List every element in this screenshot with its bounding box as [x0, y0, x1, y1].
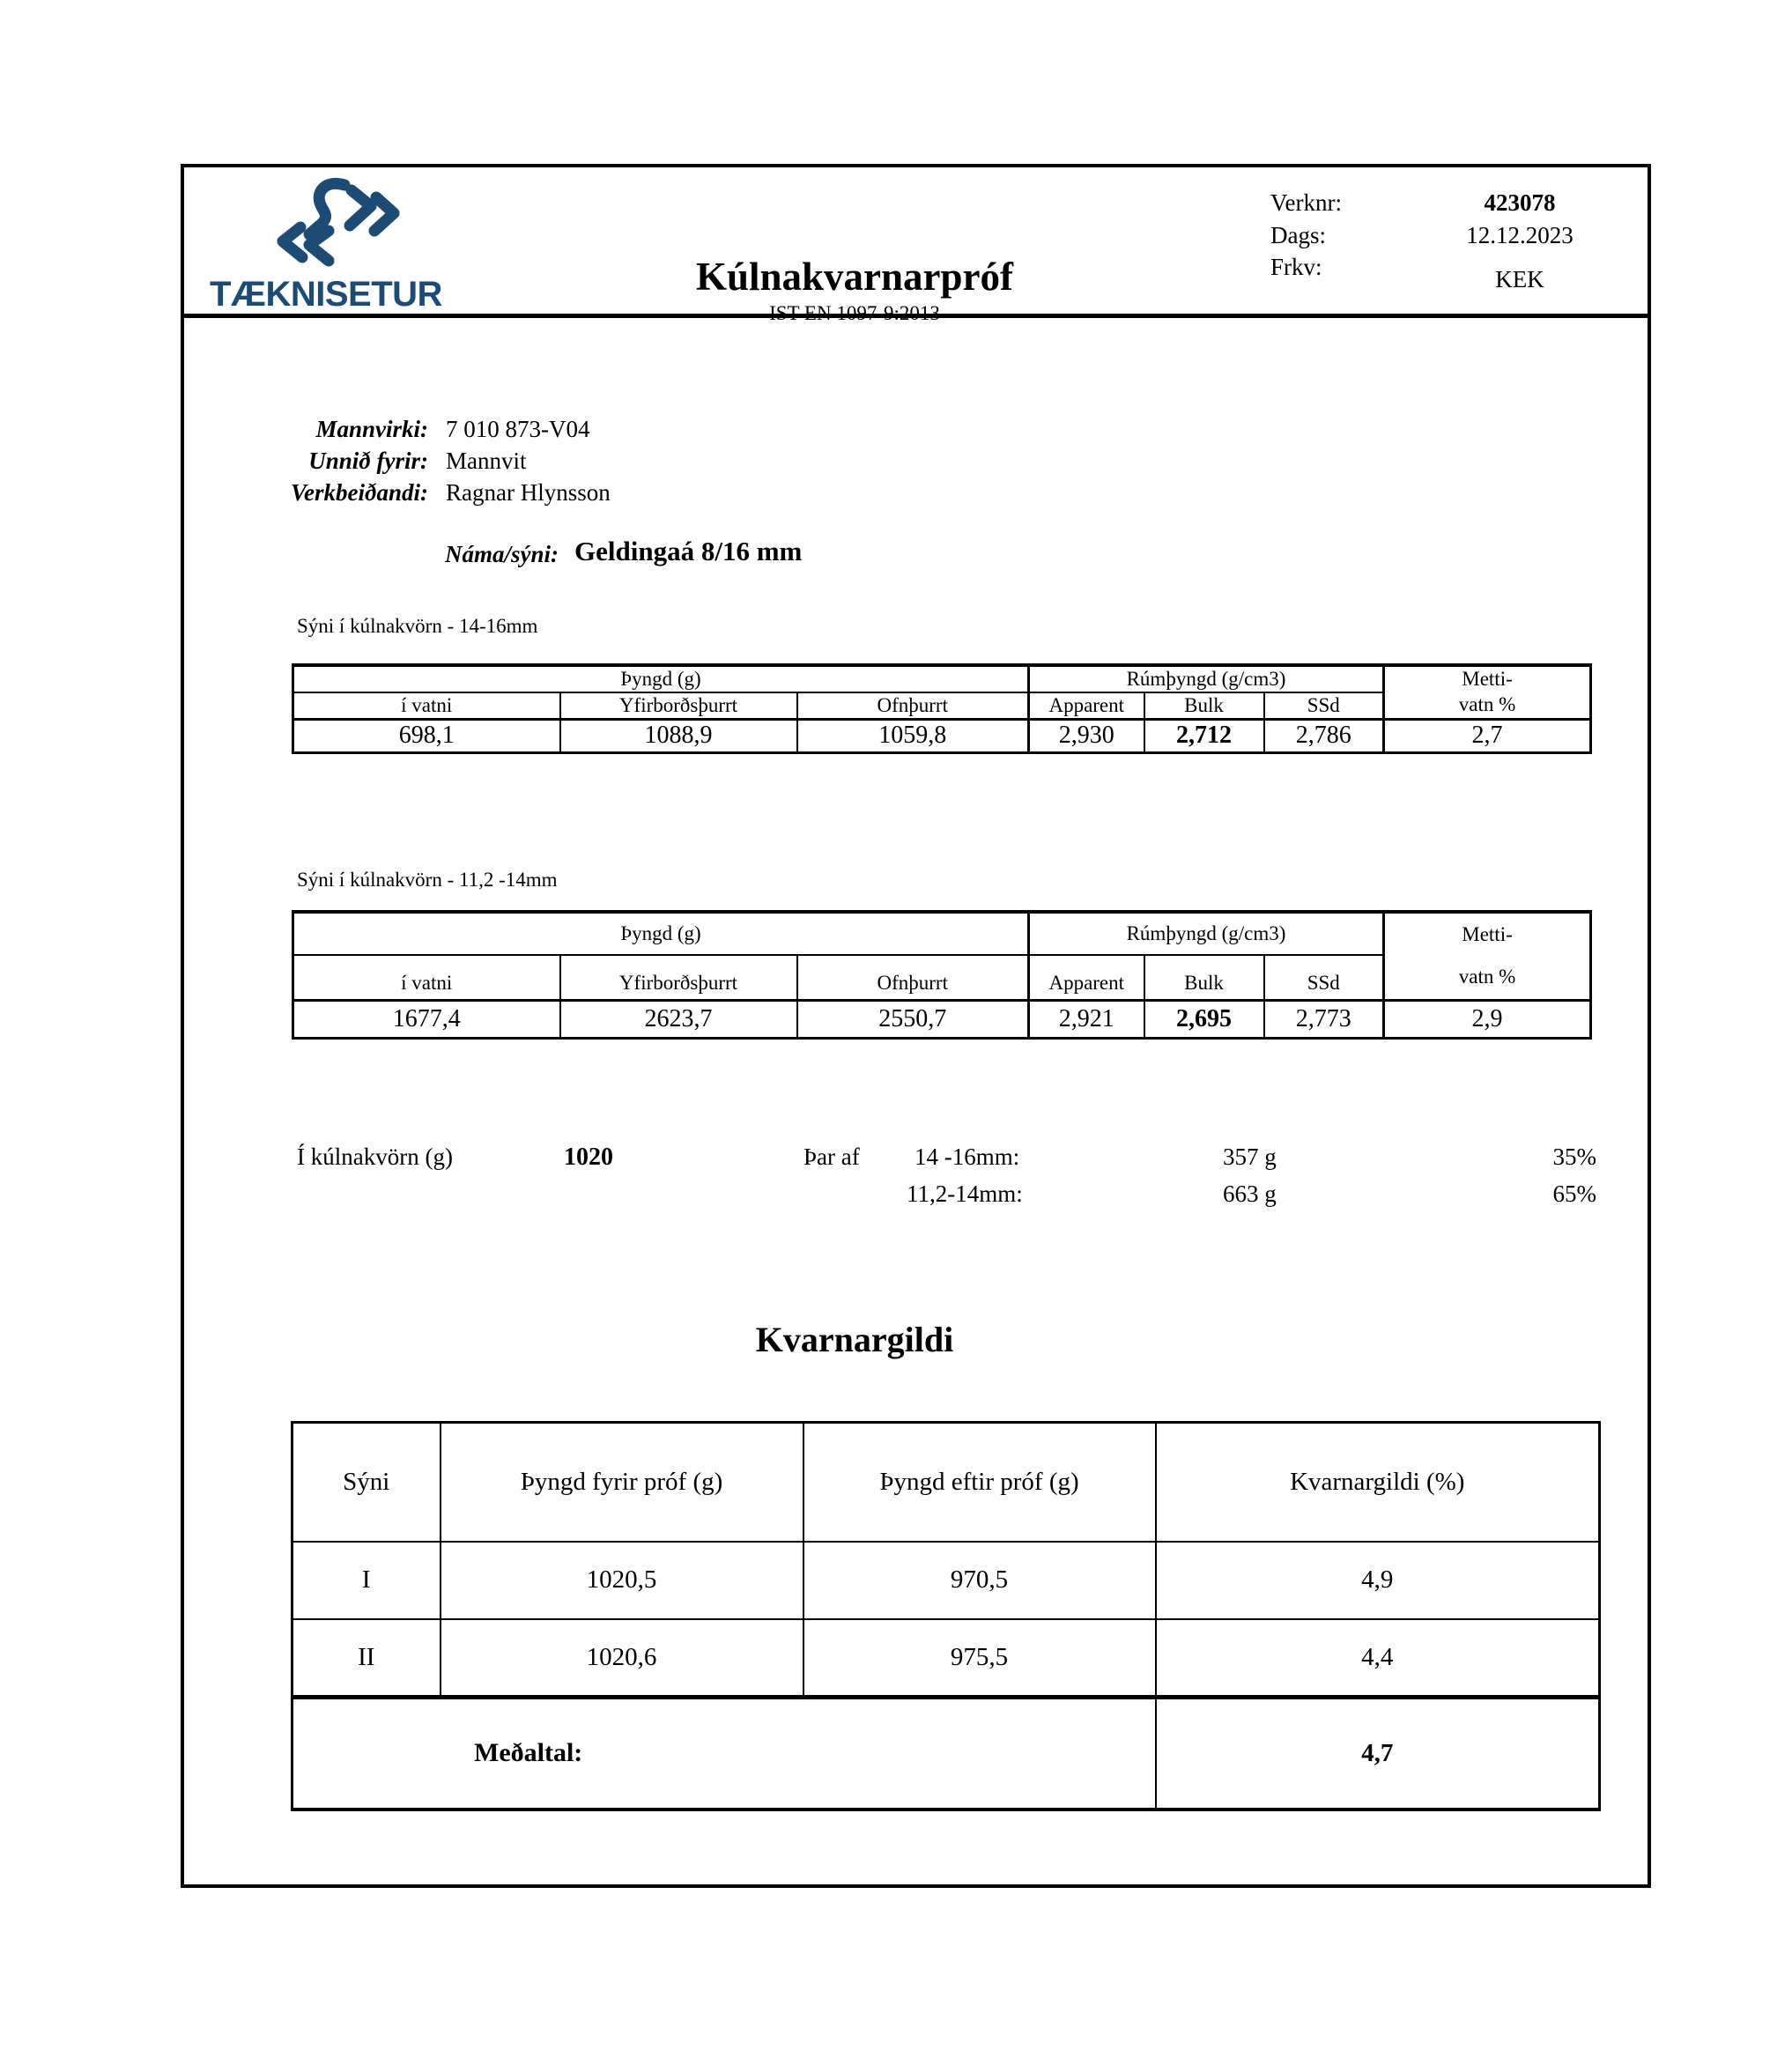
frkv-value: KEK [1495, 266, 1544, 292]
kv-col-header-syni: Sýni [292, 1423, 441, 1542]
kvarnargildi-heading: Kvarnargildi [755, 1320, 954, 1359]
kv-col-header-value: Kvarnargildi (%) [1156, 1423, 1600, 1542]
value-i-vatni: 1677,4 [293, 1000, 560, 1038]
kv-sample-id: II [292, 1619, 441, 1698]
fraction-size-14-16: 14 -16mm: [915, 1143, 1020, 1170]
section-label-11-2-14: Sýni í kúlnakvörn - 11,2 -14mm [297, 869, 558, 891]
mannvirki-label: Mannvirki: [315, 416, 428, 442]
kv-result-value: 4,9 [1156, 1542, 1600, 1619]
kulnakvorn-total: 1020 [564, 1143, 613, 1171]
value-mettivatn: 2,7 [1384, 719, 1591, 752]
section-label-14-16: Sýni í kúlnakvörn - 14-16mm [297, 615, 538, 637]
verknr-label: Verknr: [1270, 189, 1342, 216]
value-bulk: 2,695 [1144, 1000, 1264, 1038]
col-header-mettivatn: Metti- vatn % [1384, 665, 1591, 719]
kv-col-header-after: Þyngd eftir próf (g) [803, 1423, 1156, 1542]
fraction-pct-11-2-14: 65% [1552, 1180, 1596, 1207]
kv-after-value: 970,5 [803, 1542, 1156, 1619]
value-bulk: 2,712 [1144, 719, 1264, 752]
value-ofnthurrt: 2550,7 [797, 1000, 1029, 1038]
fraction-pct-14-16: 35% [1552, 1143, 1596, 1170]
col-header-apparent: Apparent [1029, 955, 1144, 1000]
col-header-yfirbordsthurrt: Yfirborðsþurrt [560, 955, 797, 1000]
kvarnargildi-table [291, 1421, 1601, 1811]
value-i-vatni: 698,1 [293, 719, 560, 752]
group-header-rumthyngd: Rúmþyngd (g/cm3) [1029, 912, 1384, 955]
group-header-thyngd: Þyngd (g) [293, 912, 1029, 955]
verkbeidandi-value: Ragnar Hlynsson [446, 479, 611, 506]
dags-label: Dags: [1270, 222, 1326, 248]
col-header-yfirbordsthurrt: Yfirborðsþurrt [560, 692, 797, 719]
value-yfirbordsthurrt: 2623,7 [560, 1000, 797, 1038]
col-header-i-vatni: í vatni [293, 692, 560, 719]
medaltal-label: Meðaltal: [292, 1698, 1156, 1809]
nama-syni-label: Náma/sýni: [444, 541, 559, 567]
table-row [292, 1619, 1600, 1698]
col-header-ssd: SSd [1264, 692, 1384, 719]
kv-before-value: 1020,5 [441, 1542, 803, 1619]
page-title: Kúlnakvarnarpróf [695, 255, 1014, 299]
col-header-ssd: SSd [1264, 955, 1384, 1000]
title-block [634, 257, 1075, 325]
verkbeidandi-label: Verkbeiðandi: [290, 479, 428, 506]
kulnakvorn-label: Í kúlnakvörn (g) [297, 1143, 453, 1170]
brand-name: TÆKNISETUR [210, 275, 442, 314]
standard-reference: IST EN 1097-9:2013 [769, 302, 940, 324]
table-row [293, 1000, 1591, 1038]
col-header-ofnthurrt: Ofnþurrt [797, 692, 1029, 719]
medaltal-value: 4,7 [1156, 1698, 1600, 1809]
value-ssd: 2,773 [1264, 1000, 1384, 1038]
verknr-value: 423078 [1484, 189, 1556, 216]
group-header-rumthyngd: Rúmþyngd (g/cm3) [1029, 665, 1384, 692]
kv-col-header-before: Þyngd fyrir próf (g) [441, 1423, 803, 1542]
col-header-bulk: Bulk [1144, 692, 1264, 719]
value-apparent: 2,921 [1029, 1000, 1144, 1038]
kv-result-value: 4,4 [1156, 1619, 1600, 1698]
unnid-fyrir-label: Unnið fyrir: [308, 448, 428, 474]
col-header-bulk: Bulk [1144, 955, 1264, 1000]
col-header-mettivatn: Metti- vatn % [1384, 912, 1591, 1000]
value-yfirbordsthurrt: 1088,9 [560, 719, 797, 752]
average-row [292, 1698, 1600, 1809]
density-table-11-2-14 [292, 910, 1592, 1040]
col-header-ofnthurrt: Ofnþurrt [797, 955, 1029, 1000]
tharaf-label: Þar af [803, 1143, 860, 1170]
fraction-size-11-2-14: 11,2-14mm: [907, 1180, 1023, 1207]
value-apparent: 2,930 [1029, 719, 1144, 752]
fraction-mass-14-16: 357 g [1223, 1143, 1277, 1170]
table-row [293, 719, 1591, 752]
taeknisetur-logo-icon [264, 174, 414, 271]
frkv-label: Frkv: [1270, 254, 1322, 280]
mannvirki-value: 7 010 873-V04 [446, 416, 590, 442]
group-header-thyngd: Þyngd (g) [293, 665, 1029, 692]
kv-sample-id: I [292, 1542, 441, 1619]
density-table-14-16 [292, 663, 1592, 754]
value-ssd: 2,786 [1264, 719, 1384, 752]
kv-after-value: 975,5 [803, 1619, 1156, 1698]
fraction-mass-11-2-14: 663 g [1223, 1180, 1277, 1207]
value-mettivatn: 2,9 [1384, 1000, 1591, 1038]
kv-before-value: 1020,6 [441, 1619, 803, 1698]
col-header-apparent: Apparent [1029, 692, 1144, 719]
value-ofnthurrt: 1059,8 [797, 719, 1029, 752]
unnid-fyrir-value: Mannvit [446, 448, 527, 474]
table-row [292, 1542, 1600, 1619]
col-header-i-vatni: í vatni [293, 955, 560, 1000]
nama-syni-value: Geldingaá 8/16 mm [574, 536, 803, 566]
dags-value: 12.12.2023 [1466, 222, 1574, 248]
